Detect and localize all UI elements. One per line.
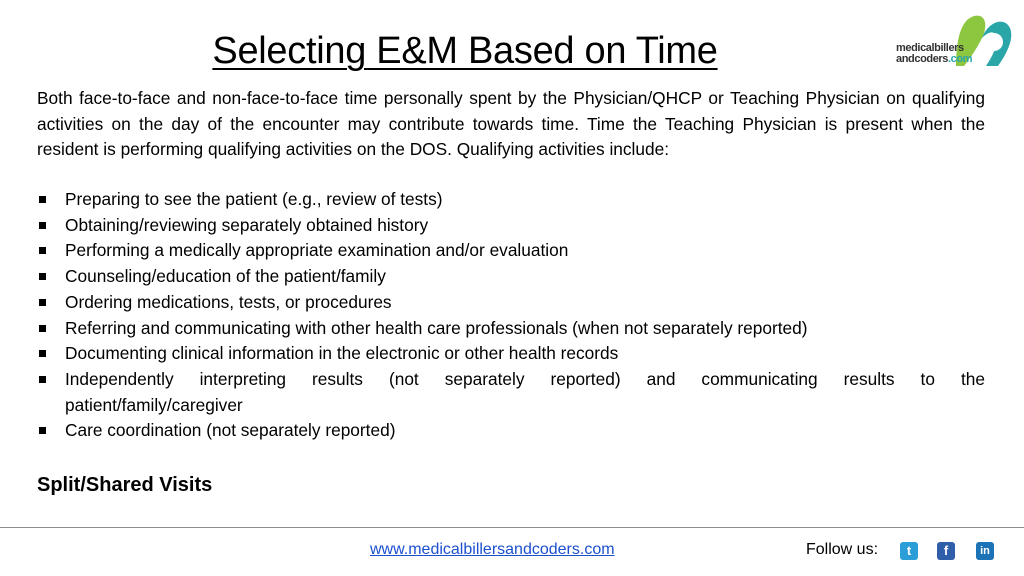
list-item-text: Counseling/education of the patient/family [65,266,386,287]
intro-paragraph: Both face-to-face and non-face-to-face time personally spent by the Physician/QHCP or Teaching Physician on qualifying activities on the day of the encounter may contribute towards time. Time the Teaching Physician is present when the resident is performing qualifying activities on the DOS. Qualifying activities include: [37,88,985,159]
follow-us-label: Follow us: [806,541,879,558]
list-item [37,290,985,316]
linkedin-icon[interactable]: in [976,542,994,560]
square-bullet-icon [39,325,46,332]
square-bullet-icon [39,376,46,383]
list-item [37,418,985,444]
list-item-text: Preparing to see the patient (e.g., review of tests) [65,189,443,209]
list-item [37,187,985,213]
list-item [37,316,985,342]
list-item-text: Referring and communicating with other health care professionals (when not separately reported) [65,317,808,338]
list-item [37,341,985,367]
facebook-icon[interactable]: f [937,542,955,560]
slide-title: Selecting E&M Based on Time [212,30,718,72]
list-item-text: Ordering medications, tests, or procedures [65,291,392,312]
logo-wordmark [896,43,972,65]
website-link[interactable]: www.medicalbillersandcoders.com [370,541,615,558]
logo-suffix: .com [948,53,973,65]
square-bullet-icon [39,222,46,229]
list-item-text: Independently interpreting results (not separately reported) and communicating results to the [65,368,985,389]
list-item [37,213,985,239]
list-item-continuation: patient/family/caregiver [65,394,243,415]
footer-divider [0,527,1024,528]
list-item-text: Performing a medically appropriate examination and/or evaluation [65,240,569,261]
list-item-text: Obtaining/reviewing separately obtained history [65,214,429,235]
twitter-icon[interactable]: t [900,542,918,560]
square-bullet-icon [39,299,46,306]
square-bullet-icon [39,273,46,280]
section-heading: Split/Shared Visits [37,474,213,496]
company-logo [890,12,1016,72]
list-item [37,367,985,418]
square-bullet-icon [39,350,46,357]
list-item-text: Documenting clinical information in the electronic or other health records [65,343,619,364]
square-bullet-icon [39,247,46,254]
logo-line1: medicalbillers [896,42,964,54]
list-item [37,264,985,290]
qualifying-activities-list [37,187,985,444]
logo-line2: andcoders [896,53,949,65]
list-item-text: Care coordination (not separately reported) [65,420,396,441]
square-bullet-icon [39,427,46,434]
list-item [37,238,985,264]
square-bullet-icon [39,196,46,203]
